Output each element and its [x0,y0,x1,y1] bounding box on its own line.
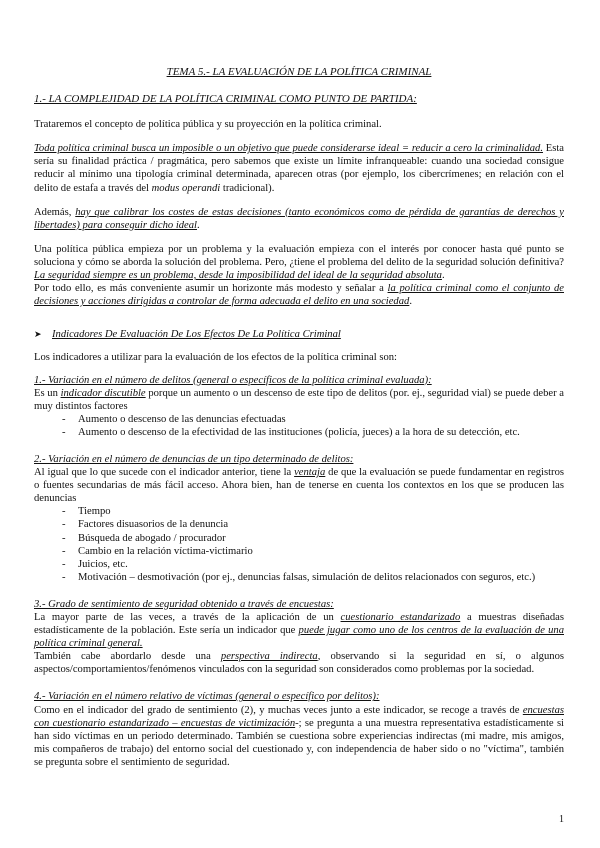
indicator-3-text [34,611,564,650]
indicator-2-lead: Al igual que lo que sucede con el indicador anterior, tiene la [34,467,295,479]
costs-end: . [197,219,200,231]
arrow-bullet-icon: ➤ [34,329,42,340]
indicator-2-title: 2.- Variación en el número de denuncias de un tipo determinado de delitos: [34,453,354,465]
indicator-3-lead: La mayor parte de las veces, a través de la aplicación de un [34,612,341,623]
indicator-3-rest: , observando si la seguridad en sí, o algunos aspectos/comportamientos/fenómenos vinculados con la seguridad son considerados como problemas por la sociedad. [34,651,564,676]
ideal-text-end: tradicional). [220,182,275,194]
list-item: - Motivación – desmotivación (por ej., denuncias falsas, simulación de delitos relacionados con seguros, etc.) [62,571,564,584]
ideal-emphasis: Toda política criminal busca un imposible o un objetivo que puede considerarse ideal = reducir a cero la criminalidad. [34,143,543,155]
indicator-1-emphasis: indicador discutible [60,387,146,399]
indicator-3-emphasis-1: cuestionario estandarizado [340,612,461,623]
policy-text: Una política pública empieza por un problema y la evaluación empieza con el interés por conocer hasta qué punto se soluciona y cómo se aborda la solución del problema. Pero, ¿tiene el problema del delito de la seguridad solución definitiva? [34,243,564,268]
paragraph-intro: Trataremos el concepto de política pública y su proyección en la política criminal. [34,119,382,131]
indicator-2-list [34,505,564,584]
policy-dot: . [441,270,445,282]
paragraph-conclusion [34,282,564,308]
indicator-3-lead-2: También cabe abordarlo desde una [34,651,221,663]
list-item: - Factores disuasorios de la denuncia [62,518,564,531]
indicator-2-emphasis: ventaja [294,467,326,479]
list-item: - Aumento o descenso de las denuncias efectuadas [62,413,564,426]
indicator-4-title: 4.- Variación en el número relativo de víctimas (general o específico por delitos): [34,691,380,703]
indicator-2-text [34,466,564,505]
conclusion-text: Por todo ello, es más conveniente asumir un horizonte más modesto y señalar a [34,283,388,295]
costs-lead: Además, [34,206,76,218]
indicator-4-rest: -; se pregunta a una muestra representativa estadísticamente si han sido víctimas en un periodo determinado. También se cuestiona sobre experiencias indirectas (mi madre, mis amigos, mis compañeros de trabajo) del entorno social del cuestionado y, con independencia de haber sido o no "víctima", también se pregunta sobre el sentimiento de seguridad. [34,717,565,768]
indicator-4-emphasis: encuestas con cuestionario estandarizado – encuestas de victimización [34,704,564,729]
ideal-text: Esta sería su finalidad práctica / pragmática, pero sabemos que existe un límite infranqueable: cuando una sociedad consigue reducir al mínimo una tipología criminal determinada, aparecen otras (por ejemplo, los cibercrímenes; en relación con el delito de estafa a través del [34,143,564,194]
costs-emphasis: hay que calibrar los costes de estas decisiones (tanto económicos como de pérdida de garantías de derechos y libertades) para conseguir dicho ideal [34,206,564,231]
list-item: - Juicios, etc. [62,558,564,571]
document-title: TEMA 5.- LA EVALUACIÓN DE LA POLÍTICA CRIMINAL [166,66,432,78]
indicator-4-text [34,704,564,769]
paragraph-costs [34,206,564,232]
conclusion-dot: . [409,296,412,308]
indicators-heading-row [34,328,564,341]
paragraph-policy [34,243,564,282]
indicator-1-lead: Es un [34,387,61,399]
paragraph-ideal [34,142,564,194]
indicator-3-text-2 [34,650,564,676]
document-page [34,66,564,769]
indicator-1-text [34,387,564,413]
indicators-heading: Indicadores De Evaluación De Los Efectos De La Política Criminal [52,329,341,341]
indicator-2-rest: de que la evaluación se puede fundamentar en registros o fuentes secundarias de más fácil acceso. Ahora bien, han de tenerse en cuenta los contextos en los que se producen las denuncias [34,467,564,505]
security-emphasis: La seguridad siempre es un problema, desde la imposibilidad del ideal de la seguridad absoluta [34,270,442,282]
definition-emphasis: la política criminal como el conjunto de decisiones y acciones dirigidas a controlar de forma adecuada el delito en una sociedad [34,283,564,308]
indicator-3-mid: a muestras diseñadas estadísticamente de la población. Este sería un indicador que [34,612,565,637]
indicator-1-list [34,413,564,439]
list-item: - Cambio en la relación víctima-victimario [62,545,564,558]
modus-operandi-term: modus operandi [151,182,221,194]
list-item: - Búsqueda de abogado / procurador [62,532,564,545]
page-number: 1 [559,814,564,825]
indicator-3-title: 3.- Grado de sentimiento de seguridad obtenido a través de encuestas: [34,598,334,610]
section-heading-1: 1.- LA COMPLEJIDAD DE LA POLÍTICA CRIMINAL COMO PUNTO DE PARTIDA: [34,93,417,106]
list-item: - Tiempo [62,505,564,518]
indicator-1-rest: porque un aumento o un descenso de este tipo de delitos (por. ej., seguridad vial) se puede deber a muy distintos factores [34,387,565,412]
list-item: - Aumento o descenso de la efectividad de las instituciones (policía, jueces) a la hora de su detección, etc. [62,426,564,439]
indicator-3-emphasis-2: puede jugar como uno de los centros de la evaluación de una política criminal general. [34,625,564,650]
indicator-3-emphasis-3: perspectiva indirecta [220,651,318,663]
indicator-4-lead: Como en el indicador del grado de sentimiento (2), y muchas veces junto a este indicador, se recoge a través de [34,704,523,716]
indicator-1-title: 1.- Variación en el número de delitos (general o específicos de la política criminal evaluada): [34,374,432,386]
indicators-intro: Los indicadores a utilizar para la evaluación de los efectos de la política criminal son: [34,352,397,364]
